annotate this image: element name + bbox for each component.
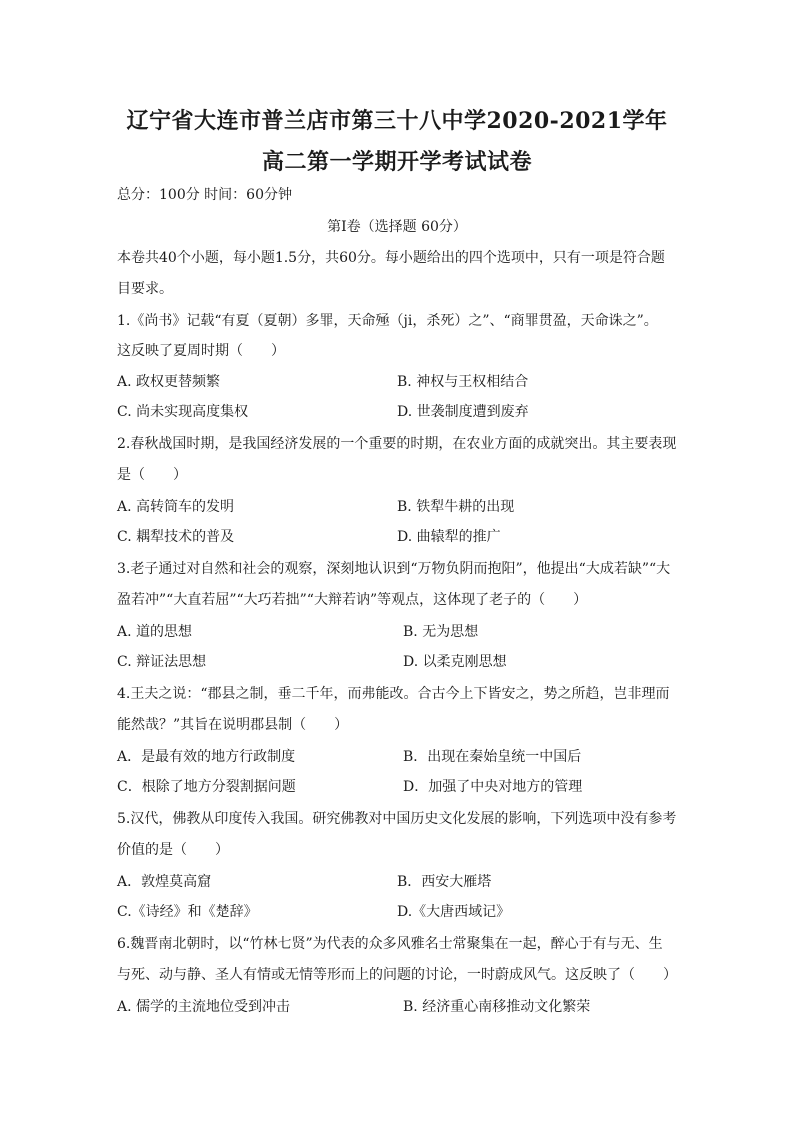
question-2-option-a: A. 高转筒车的发明	[117, 499, 235, 515]
question-2-option-c: C. 耦犁技术的普及	[117, 529, 235, 545]
question-1-option-d: D. 世袭制度遭到废弃	[397, 404, 529, 420]
question-1-stem-line1: 1.《尚书》记载“有夏（夏朝）多罪，天命殛（ji，杀死）之”、“商罪贯盈，天命诛之”。	[117, 313, 658, 329]
instructions-line2: 目要求。	[117, 281, 173, 297]
question-4-option-d: D．加强了中央对地方的管理	[403, 779, 583, 795]
exam-title-line2: 高二第一学期开学考试试卷	[261, 149, 532, 175]
question-6-option-b: B. 经济重心南移推动文化繁荣	[403, 999, 591, 1015]
question-3-option-a: A. 道的思想	[117, 624, 193, 640]
question-5-option-a: A．敦煌莫高窟	[117, 874, 212, 890]
question-1-option-c: C. 尚未实现高度集权	[117, 404, 249, 420]
question-1-option-a: A. 政权更替频繁	[117, 374, 221, 390]
question-2-option-d: D. 曲辕犁的推广	[397, 529, 501, 545]
question-5-stem-line1: 5.汉代，佛教从印度传入我国。研究佛教对中国历史文化发展的影响，下列选项中没有参考	[117, 811, 677, 827]
question-2-stem-line2: 是（ ）	[117, 467, 187, 483]
question-4-option-b: B．出现在秦始皇统一中国后	[403, 749, 582, 765]
exam-meta: 总分：100分 时间：60分钟	[117, 187, 292, 203]
question-5-option-c: C.《诗经》和《楚辞》	[117, 904, 258, 920]
question-5-option-b: B．西安大雁塔	[397, 874, 492, 890]
question-4-option-c: C．根除了地方分裂割据问题	[117, 779, 296, 795]
question-4-stem-line2: 能然哉？”其旨在说明郡县制（ ）	[117, 717, 349, 733]
exam-title-line1: 辽宁省大连市普兰店市第三十八中学2020-2021学年	[126, 108, 668, 134]
question-5-option-d: D.《大唐西域记》	[397, 904, 511, 920]
question-2-stem-line1: 2.春秋战国时期，是我国经济发展的一个重要的时期，在农业方面的成就突出。其主要表现	[117, 436, 677, 452]
question-2-option-b: B. 铁犁牛耕的出现	[397, 499, 515, 515]
question-3-option-d: D. 以柔克刚思想	[403, 654, 507, 670]
question-4-stem-line1: 4.王夫之说：“郡县之制，垂二千年，而弗能改。合古今上下皆安之，势之所趋，岂非理而	[117, 686, 670, 702]
question-3-option-b: B. 无为思想	[403, 624, 479, 640]
question-5-stem-line2: 价值的是（ ）	[117, 842, 229, 858]
question-3-stem-line2: 盈若冲”“大直若屈”“大巧若拙”“大辩若讷”等观点，这体现了老子的（ ）	[117, 592, 588, 608]
question-6-stem-line1: 6.魏晋南北朝时，以“竹林七贤”为代表的众多风雅名士常聚集在一起，醉心于有与无、生	[117, 936, 663, 952]
question-6-option-a: A. 儒学的主流地位受到冲击	[117, 999, 291, 1015]
question-1-stem-line2: 这反映了夏周时期（ ）	[117, 343, 285, 359]
instructions-line1: 本卷共40个小题，每小题1.5分，共60分。每小题给出的四个选项中，只有一项是符合题	[117, 250, 665, 266]
question-3-stem-line1: 3.老子通过对自然和社会的观察，深刻地认识到“万物负阴而抱阳”，他提出“大成若缺”“大	[117, 561, 671, 577]
question-6-stem-line2: 与死、动与静、圣人有情或无情等形而上的问题的讨论，一时蔚成风气。这反映了（ ）	[117, 967, 677, 983]
question-3-option-c: C. 辩证法思想	[117, 654, 207, 670]
section-heading: 第Ⅰ卷（选择题 60分）	[327, 219, 467, 235]
question-4-option-a: A．是最有效的地方行政制度	[117, 749, 296, 765]
question-1-option-b: B. 神权与王权相结合	[397, 374, 529, 390]
